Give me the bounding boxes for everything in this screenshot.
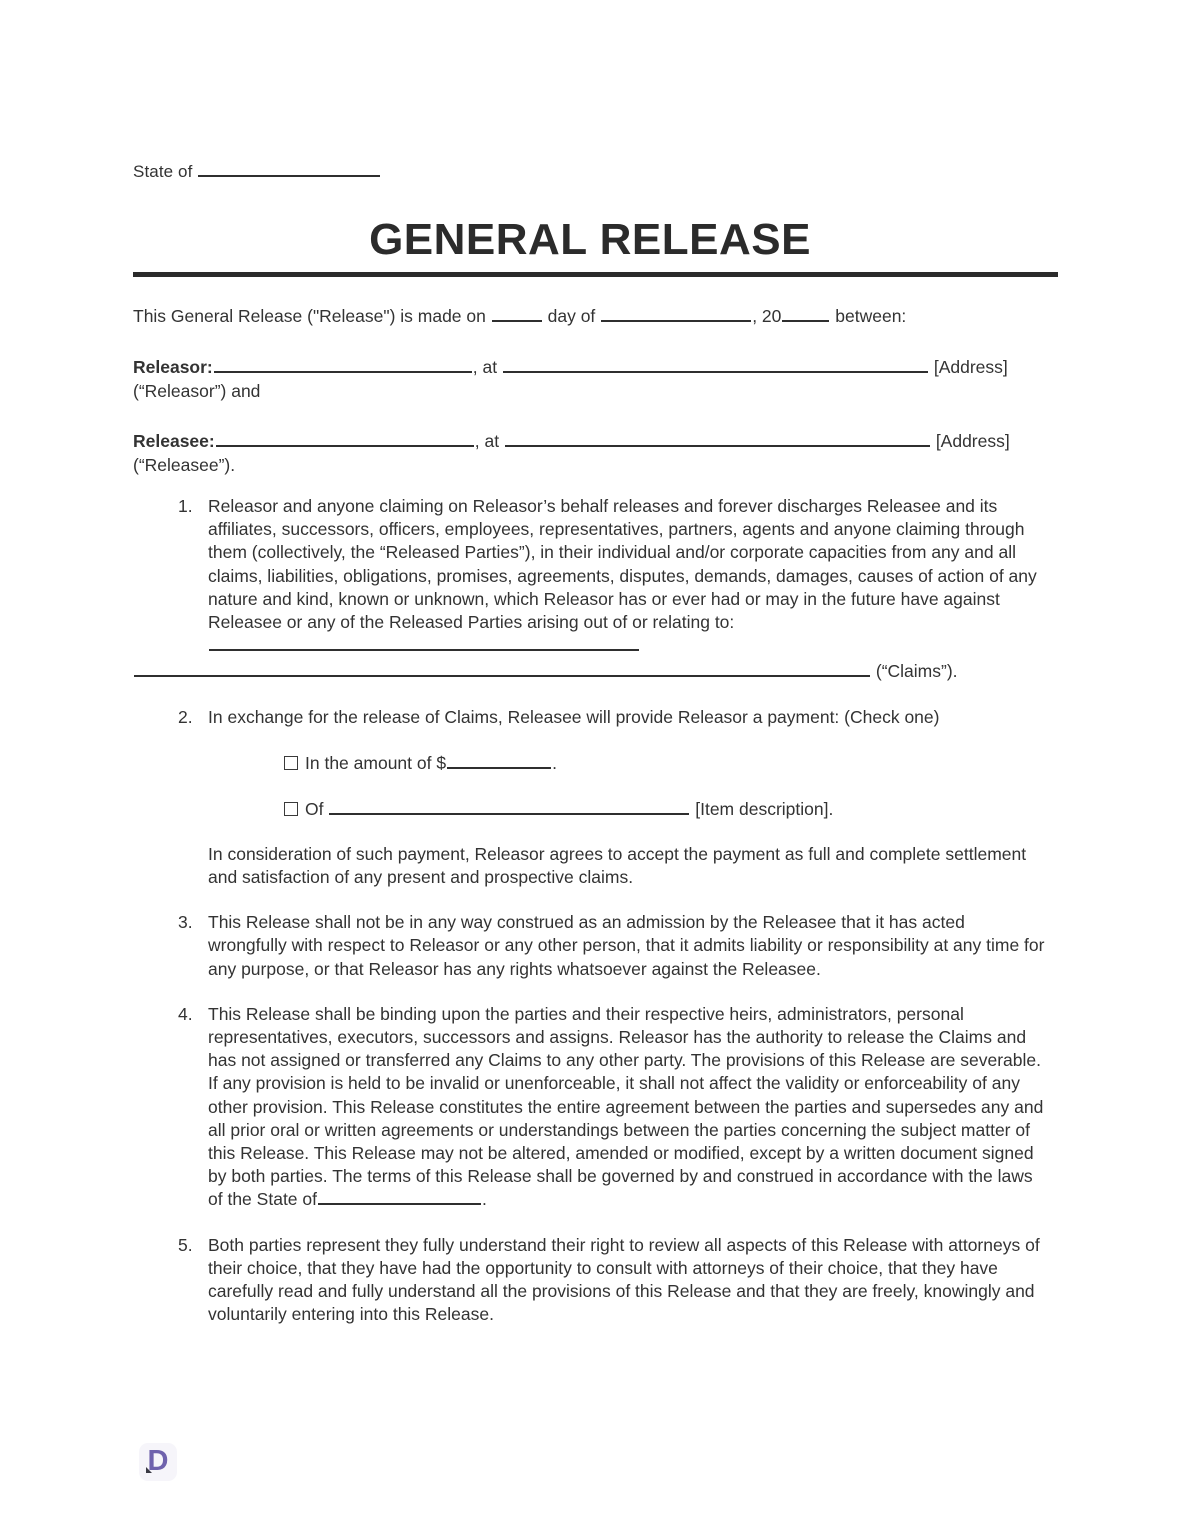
clause-3 [133,911,1047,981]
day-blank[interactable] [492,305,542,322]
releasor-at-text: , at [472,357,498,377]
logo-letter: D [147,1444,169,1477]
intro-paragraph [133,303,1047,329]
page-title: GENERAL RELEASE [369,215,811,264]
payment-option-item-label: Of [305,798,324,819]
month-blank[interactable] [601,305,751,322]
claims-blank-line-1[interactable] [209,634,639,651]
state-of-header-line [133,160,1047,184]
clause-2-text: In exchange for the release of Claims, Releasee will provide Releasor a payment: (Check one) [208,706,940,727]
payment-option-item-suffix: [Item description]. [695,798,834,819]
clause-4 [133,1003,1047,1212]
consideration-paragraph: In consideration of such payment, Releasor agrees to accept the payment as full and complete settlement and satisfaction of any present and prospective claims. [208,843,1027,888]
clause-5 [133,1234,1047,1327]
payment-option-amount[interactable] [284,751,1047,775]
releasee-at-text: , at [474,431,500,451]
document-body [133,160,1047,1348]
clause-4-state-label: State of [256,1189,317,1210]
releasee-label: Releasee: [133,431,215,451]
releasor-name-blank[interactable] [214,356,472,373]
clause-1-text [208,495,1047,657]
payment-option-amount-suffix: . [552,752,557,773]
brand-logo [139,1443,177,1481]
releasor-address-tag: [Address] [933,357,1008,377]
item-description-blank[interactable] [329,798,689,815]
clause-list [133,495,1047,1326]
releasee-block [133,429,1047,477]
year-blank[interactable] [782,305,829,322]
clause-4-body: This Release shall be binding upon the parties and their respective heirs, administrators, personal representatives, executors, successors and assigns. Releasor has the authority to release the Claims and has not assigned or transferred any Claims to any other party. The provisions of this Release are severable. If any provision is held to be invalid or unenforceable, it shall not affect the validity or enforceability of any other provision. This Release constitutes the entire agreement between the parties and supersedes any and all prior oral or written agreements or understandings between the parties concerning the subject matter of this Release. This Release may not be altered, amended or modified, except by a written document signed by both parties. The terms of this Release shall be governed by and construed in accordance with the laws of the [208,1003,1044,1210]
intro-text-1: This General Release ("Release") is made on [133,306,486,326]
releasee-address-blank[interactable] [505,430,930,447]
clause-4-text [208,1003,1047,1212]
clause-2 [133,706,1047,890]
claims-definition-tag: (“Claims”). [875,661,958,682]
claims-second-row [133,660,1047,683]
checkbox-amount-icon[interactable] [284,756,298,770]
releasor-block [133,355,1047,403]
checkbox-item-icon[interactable] [284,802,298,816]
intro-text-3: , 20 [752,306,782,326]
state-of-label: State of [133,162,193,181]
releasee-subtext: (“Releasee”). [133,455,236,475]
intro-text-4: between: [835,306,907,326]
payment-option-amount-label: In the amount of $ [305,752,447,773]
clause-3-text: This Release shall not be in any way construed as an admission by the Releasee that it has acted wrongfully with respect to Releasor or any other person, that it admits liability or responsibility at any time for any purpose, or that Releasor has any rights whatsoever against the Releasee. [208,912,1045,979]
governing-state-blank[interactable] [318,1188,481,1205]
logo-corner-triangle-icon [146,1467,152,1473]
claims-blank-line-2[interactable] [134,660,870,677]
releasor-subtext: (“Releasor”) and [133,381,261,401]
clause-1-body: Releasor and anyone claiming on Releasor’s behalf releases and forever discharges Releasee and its affiliates, successors, officers, employees, representatives, partners, agents and anyone claiming through them (collectively, the “Released Parties”), in their individual and/or corporate capacities from any and all claims, liabilities, obligations, promises, agreements, disputes, demands, damages, causes of action of any nature and kind, known or unknown, which Releasor has or ever had or may in the future have against Releasee or any of the Released Parties arising out of or relating to: [208,496,1037,633]
clause-1 [133,495,1047,684]
releasee-address-tag: [Address] [935,431,1010,451]
clause-4-state-period: . [482,1189,487,1210]
releasee-name-blank[interactable] [216,430,474,447]
intro-text-2: day of [547,306,596,326]
title-divider [133,272,1058,277]
releasor-label: Releasor: [133,357,213,377]
releasor-address-blank[interactable] [503,356,928,373]
amount-blank[interactable] [447,752,551,769]
payment-option-item[interactable] [284,797,1047,821]
state-of-blank[interactable] [198,160,380,177]
clause-5-text: Both parties represent they fully understand their right to review all aspects of this Release with attorneys of their choice, that they have had the opportunity to consult with attorneys of their choice, that they have carefully read and fully understand all the provisions of this Release and that they are freely, knowingly and voluntarily entering into this Release. [208,1234,1040,1325]
